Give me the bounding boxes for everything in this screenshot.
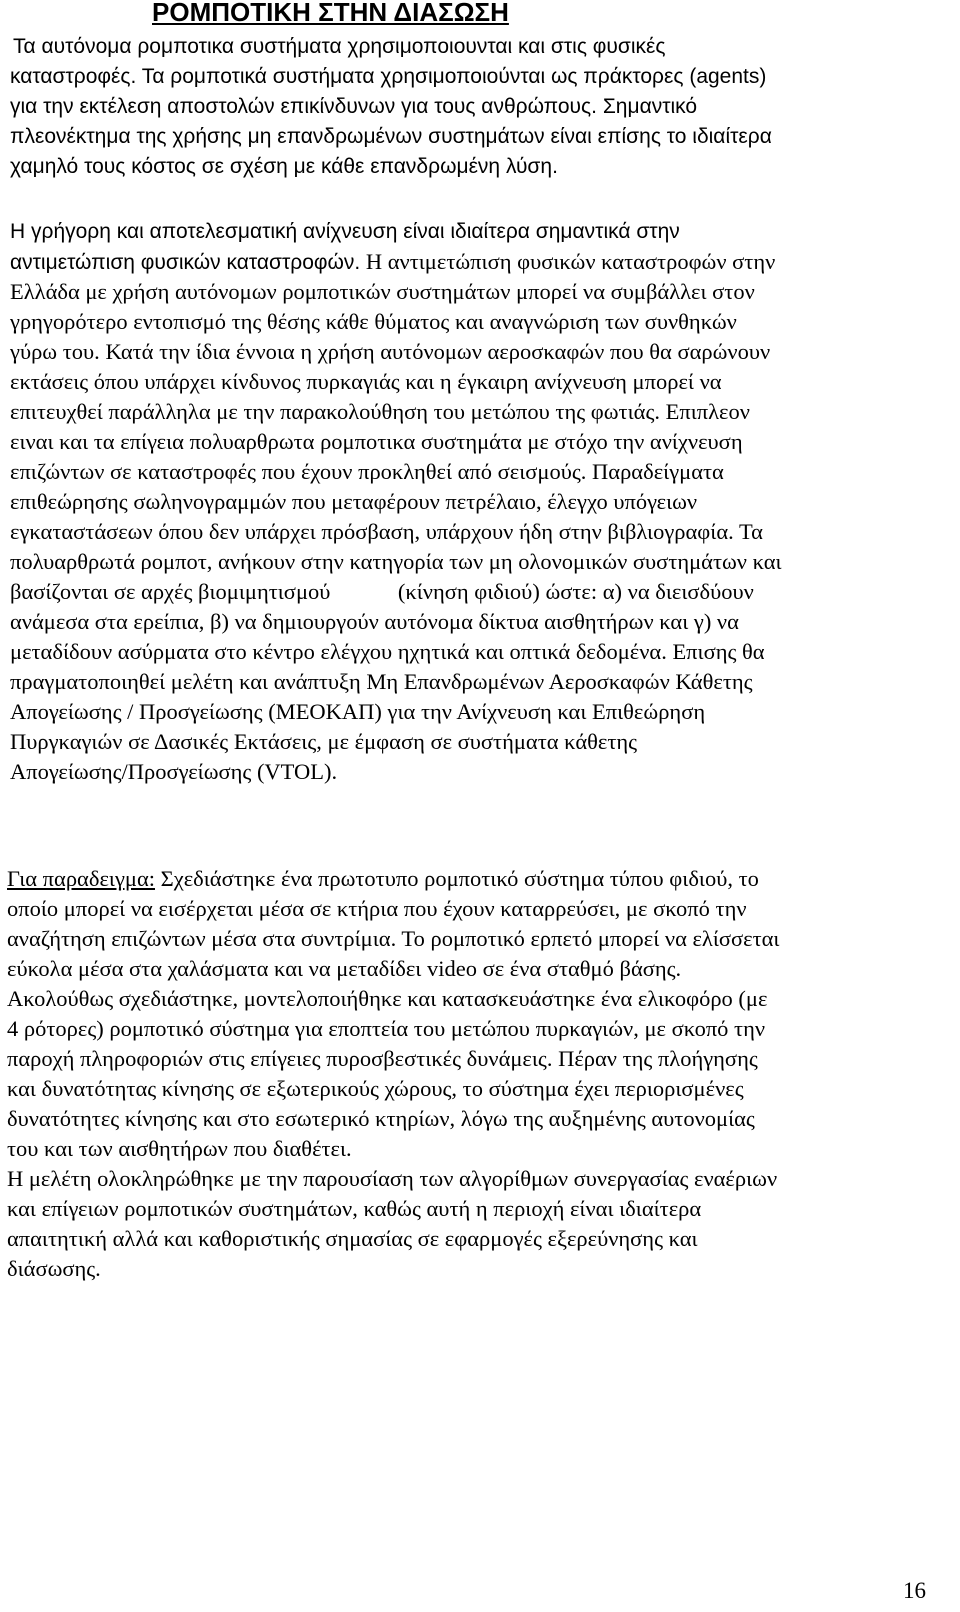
text-line: δυνατότητες κίνησης και στο εσωτερικό κτηρίων, λόγω της αυξημένης αυτονομίας <box>7 1106 755 1131</box>
text-line: ανάμεσα στα ερείπια, β) να δημιουργούν αυτόνομα δίκτυα αισθητήρων και γ) να <box>10 609 739 634</box>
text-line <box>10 247 775 277</box>
text-line: μεταδίδουν ασύρματα στο κέντρο ελέγχου ηχητικά και οπτικά δεδομένα. Επισης θα <box>10 639 765 664</box>
text-line: πολυαρθρωτά ρομποτ, ανήκουν στην κατηγορία των μη ολονομικών συστημάτων και <box>10 549 782 574</box>
example-label: Για παραδειγμα: <box>7 866 155 891</box>
text-line <box>7 864 779 894</box>
text-line: επιθεώρησης σωληνογραμμών που μεταφέρουν πετρέλαιο, έλεγχο υπόγειων <box>10 489 698 514</box>
text-line: οποίο μπορεί να εισέρχεται μέσα σε κτήρια που έχουν καταρρεύσει, με σκοπό την <box>7 896 747 921</box>
text-fragment: Η αντιμετώπιση φυσικών καταστροφών στην <box>360 249 776 274</box>
example-paragraph <box>7 864 779 1284</box>
text-line: Απογείωσης/Προσγείωσης (VTOL). <box>10 759 338 784</box>
text-fragment: Σχεδιάστηκε ένα πρωτοτυπο ρομποτικό σύστημα τύπου φιδιού, το <box>155 866 759 891</box>
text-line: Η μελέτη ολοκληρώθηκε με την παρουσίαση των αλγορίθμων συνεργασίας εναέριων <box>7 1166 778 1191</box>
text-line: για την εκτέλεση αποστολών επικίνδυνων για τους ανθρώπους. Σημαντικό <box>10 95 698 118</box>
text-line: γρηγορότερο εντοπισμό της θέσης κάθε θύματος και αναγνώριση των συνθηκών <box>10 309 737 334</box>
text-line <box>10 337 782 367</box>
text-line: επιτευχθεί παράλληλα με την παρακολούθηση του μετώπου της φωτιάς. Επιπλεον <box>10 399 750 424</box>
text-line: πλεονέκτημα της χρήσης μη επανδρωμένων συστημάτων είναι επίσης το ιδιαίτερα <box>10 125 772 148</box>
text-line: Ελλάδα με χρήση αυτόνομων ρομποτικών συστημάτων μπορεί να συμβάλλει στον <box>10 279 755 304</box>
text-line: παροχή πληροφοριών στις επίγειες πυροσβεστικές δυνάμεις. Πέραν της πλοήγησης <box>7 1046 758 1071</box>
text-line: βασίζονται σε αρχές βιομιμητισμού (κίνηση φιδιού) ώστε: α) να διεισδύουν <box>10 579 754 604</box>
text-line: εγκαταστάσεων όπου δεν υπάρχει πρόσβαση, υπάρχουν ήδη στην βιβλιογραφία. Τα <box>10 519 763 544</box>
text-line: Τα αυτόνομα ρομποτικα συστήματα χρησιμοποιουνται και στις φυσικές <box>13 35 666 58</box>
detection-paragraph <box>10 217 775 277</box>
text-line: εύκολα μέσα στα χαλάσματα και να μεταδίδει video σε ένα σταθμό βάσης. <box>7 956 682 981</box>
text-line: 4 ρότορες) ρομποτικό σύστημα για εποπτεία του μετώπου πυρκαγιών, με σκοπό την <box>7 1016 766 1041</box>
body-paragraph <box>10 277 782 787</box>
text-line: εκτάσεις όπου υπάρχει κίνδυνος πυρκαγιάς και η έγκαιρη ανίχνευση μπορεί να <box>10 369 722 394</box>
text-fragment: γύρω του. <box>10 339 100 364</box>
text-line: διάσωσης. <box>7 1256 101 1281</box>
text-line: Η γρήγορη και αποτελεσματική ανίχνευση είναι ιδιαίτερα σημαντικά στην <box>10 220 680 243</box>
text-line: ειναι και τα επίγεια πολυαρθρωτα ρομποτικα συστημάτα με στόχο την ανίχνευση <box>10 429 743 454</box>
text-line: Ακολούθως σχεδιάστηκε, μοντελοποιήθηκε και κατασκευάστηκε ένα ελικοφόρο (με <box>7 986 768 1011</box>
text-fragment: αντιμετώπιση φυσικών καταστροφών. <box>10 251 361 274</box>
text-fragment: Κατά την ίδια έννοια η χρήση αυτόνομων αεροσκαφών που θα σαρώνουν <box>99 339 771 364</box>
text-line: καταστροφές. Τα ρομποτικά συστήματα χρησιμοποιούνται ως πράκτορες (agents) <box>10 65 767 88</box>
text-line: και επίγειων ρομποτικών συστημάτων, καθώς αυτή η περιοχή είναι ιδιαίτερα <box>7 1196 702 1221</box>
text-line: Πυργκαγιών σε Δασικές Εκτάσεις, με έμφαση σε συστήματα κάθετης <box>10 729 638 754</box>
text-line: του και των αισθητήρων που διαθέτει. <box>7 1136 352 1161</box>
text-line: χαμηλό τους κόστος σε σχέση με κάθε επανδρωμένη λύση. <box>10 155 558 178</box>
text-line: Απογείωσης / Προσγείωσης (ΜΕΟΚΑΠ) για την Ανίχνευση και Επιθεώρηση <box>10 699 706 724</box>
page-title: ΡΟΜΠΟΤΙΚΗ ΣΤΗΝ ΔΙΑΣΩΣΗ <box>152 0 509 27</box>
text-line: επιζώντων σε καταστροφές που έχουν προκληθεί από σεισμούς. Παραδείγματα <box>10 459 724 484</box>
intro-paragraph <box>10 32 772 182</box>
page-number: 16 <box>903 1578 926 1603</box>
text-line: απαιτητική αλλά και καθοριστικής σημασίας σε εφαρμογές εξερεύνησης και <box>7 1226 698 1251</box>
text-line: αναζήτηση επιζώντων μέσα στα συντρίμια. Το ρομποτικό ερπετό μπορεί να ελίσσεται <box>7 926 780 951</box>
text-line: και δυνατότητας κίνησης σε εξωτερικούς χώρους, το σύστημα έχει περιορισμένες <box>7 1076 744 1101</box>
text-line: πραγματοποιηθεί μελέτη και ανάπτυξη Μη Επανδρωμένων Αεροσκαφών Κάθετης <box>10 669 753 694</box>
